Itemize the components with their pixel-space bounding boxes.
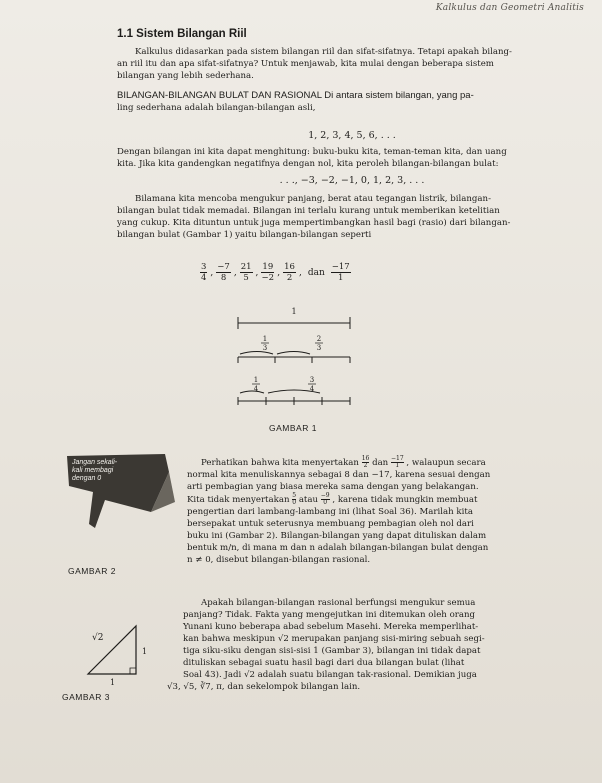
natural-paragraph (117, 90, 587, 114)
division-line: bentuk m/n, di mana m dan n adalah bilangan-bilangan bulat dengan (187, 543, 489, 553)
whole-bar-bracket (238, 317, 350, 323)
fraction: $\frac{19}{-2}$ (261, 262, 275, 283)
irrational-line: tiga siku-siku dengan sisi-sisi 1 (Gambar 3), bilangan ini tidak dapat (183, 646, 481, 656)
separator: , (277, 267, 281, 278)
third-num-2: 2 (316, 335, 322, 343)
fraction: $\frac{3}{4}$ (201, 262, 207, 283)
intro-paragraph (117, 46, 585, 82)
natural-line: ling sederhana adalah bilangan-bilangan asli, (117, 103, 316, 113)
division-line-1: Perhatikan bahwa kita menyertakan $\frac{16}{2}$ dan $\frac{-17}{1}$ , walaupun secara (201, 455, 486, 469)
quarter-den-1: 4 (253, 385, 259, 393)
intro-line: Kalkulus didasarkan pada sistem bilangan riil dan sifat-sifatnya. Tetapi apakah bilang- (135, 47, 512, 57)
intro-line: bilangan yang lebih sederhana. (117, 71, 254, 81)
figure-2-caption: GAMBAR 2 (68, 566, 116, 576)
natural-line: BILANGAN-BILANGAN BULAT DAN RASIONAL Di antara sistem bilangan, yang pa- (117, 90, 474, 101)
running-header: Kalkulus dan Geometri Analitis (435, 3, 584, 13)
figure-1-number-bars (232, 305, 356, 417)
measure-line: yang cukup. Kita dituntun untuk juga mempertimbangkan hasil bagi (rasio) dari bilangan- (117, 218, 511, 228)
integer-line: kita. Jika kita gandengkan negatifnya dengan nol, kita peroleh bilangan-bilangan bulat: (117, 159, 499, 169)
separator: , (233, 267, 237, 278)
division-line: normal kita menuliskannya sebagai 8 dan −17, karena sesuai dengan (187, 470, 491, 480)
division-line-4: Kita tidak menyertakan $\frac{5}{0}$ atau $\frac{-9}{0}$ , karena tidak mungkin membuat (187, 492, 478, 506)
side-label-right: 1 (142, 647, 148, 656)
hypotenuse-label: √2 (92, 633, 104, 643)
natural-sequence: 1, 2, 3, 4, 5, 6, . . . (308, 130, 396, 141)
intro-line: an riil itu dan apa sifat-sifatnya? Untuk menjawab, kita mulai dengan beberapa sistem (117, 59, 494, 69)
irrational-paragraph (167, 597, 587, 693)
third-den-2: 3 (316, 344, 322, 352)
figure-3-right-triangle (78, 616, 158, 688)
inline-fraction: $\frac{-17}{1}$ (390, 455, 404, 469)
measure-line: Bilamana kita mencoba mengukur panjang, berat atau tegangan listrik, bilangan- (135, 194, 491, 204)
irrational-line: √3, √5, ∛7, π, dan sekelompok bilangan lain. (167, 682, 361, 692)
integer-paragraph (117, 146, 589, 170)
irrational-line: Apakah bilangan-bilangan rasional berfungsi mengukur semua (201, 598, 476, 608)
thirds-braces (240, 352, 310, 355)
separator: , (210, 267, 214, 278)
figure-3-caption: GAMBAR 3 (62, 692, 110, 702)
division-line: arti pembagian yang biasa mereka sama dengan yang belakangan. (187, 482, 479, 492)
whole-label: 1 (291, 307, 297, 316)
separator: , (255, 267, 259, 278)
note-line: dengan 0 (72, 475, 102, 482)
section-title: 1.1 Sistem Bilangan Riil (117, 28, 247, 40)
note-line: kali membagi (72, 467, 114, 474)
division-paragraph (187, 456, 587, 566)
figure-1-caption: GAMBAR 1 (269, 423, 317, 433)
fraction: $\frac{-7}{8}$ (217, 262, 230, 283)
warning-note (72, 459, 142, 483)
integer-line: Dengan bilangan ini kita dapat menghitung: buku-buku kita, teman-teman kita, dan uang (117, 147, 507, 157)
fraction-list (200, 262, 351, 283)
measure-line: bilangan bulat tidak memadai. Bilangan ini terlalu kurang untuk memberikan ketelitian (117, 206, 500, 216)
division-line: bersepakat untuk seterusnya membuang pembagian oleh nol dari (187, 519, 474, 529)
and-word: dan (307, 267, 325, 278)
fraction: $\frac{-17}{1}$ (331, 262, 350, 283)
inline-fraction: $\frac{16}{2}$ (361, 455, 370, 469)
integer-sequence: . . ., −3, −2, −1, 0, 1, 2, 3, . . . (279, 175, 425, 186)
measure-paragraph (117, 193, 589, 241)
inline-fraction: $\frac{-9}{0}$ (320, 492, 330, 506)
quarter-num-1: 1 (253, 376, 259, 384)
third-den-1: 3 (262, 344, 268, 352)
division-line: n ≠ 0, disebut bilangan-bilangan rasional. (187, 555, 371, 565)
quarters-bar (238, 397, 350, 405)
separator: , (298, 267, 302, 278)
whole-bar-ends (238, 323, 350, 329)
quarters-braces (240, 390, 320, 393)
quarter-num-2: 3 (309, 376, 315, 384)
thirds-bar (238, 357, 350, 363)
irrational-line: panjang? Tidak. Fakta yang mengejutkan ini ditemukan oleh orang (183, 610, 476, 620)
irrational-line: Soal 43). Jadi √2 adalah suatu bilangan tak-rasional. Demikian juga (183, 670, 477, 680)
fraction: $\frac{21}{5}$ (240, 262, 252, 283)
irrational-line: dituliskan sebagai suatu hasil bagi dari dua bilangan bulat (lihat (183, 658, 465, 668)
division-line: buku ini (Gambar 2). Bilangan-bilangan yang dapat dituliskan dalam (187, 531, 487, 541)
division-line: pengertian dari lambang-lambang ini (lihat Soal 36). Marilah kita (187, 507, 473, 517)
third-num-1: 1 (262, 335, 268, 343)
side-label-bottom: 1 (110, 678, 116, 687)
note-line: Jangan sekali- (72, 459, 118, 466)
irrational-line: Yunani kuno beberapa abad sebelum Masehi. Mereka memperlihat- (183, 622, 479, 632)
quarter-den-2: 4 (309, 385, 315, 393)
measure-line: bilangan bulat (Gambar 1) yaitu bilangan-bilangan seperti (117, 230, 372, 240)
inline-fraction: $\frac{5}{0}$ (292, 492, 297, 506)
fraction: $\frac{16}{2}$ (284, 262, 295, 283)
right-angle-mark (130, 668, 136, 674)
irrational-line: kan bahwa meskipun √2 merupakan panjang sisi-miring sebuah segi- (183, 634, 485, 644)
